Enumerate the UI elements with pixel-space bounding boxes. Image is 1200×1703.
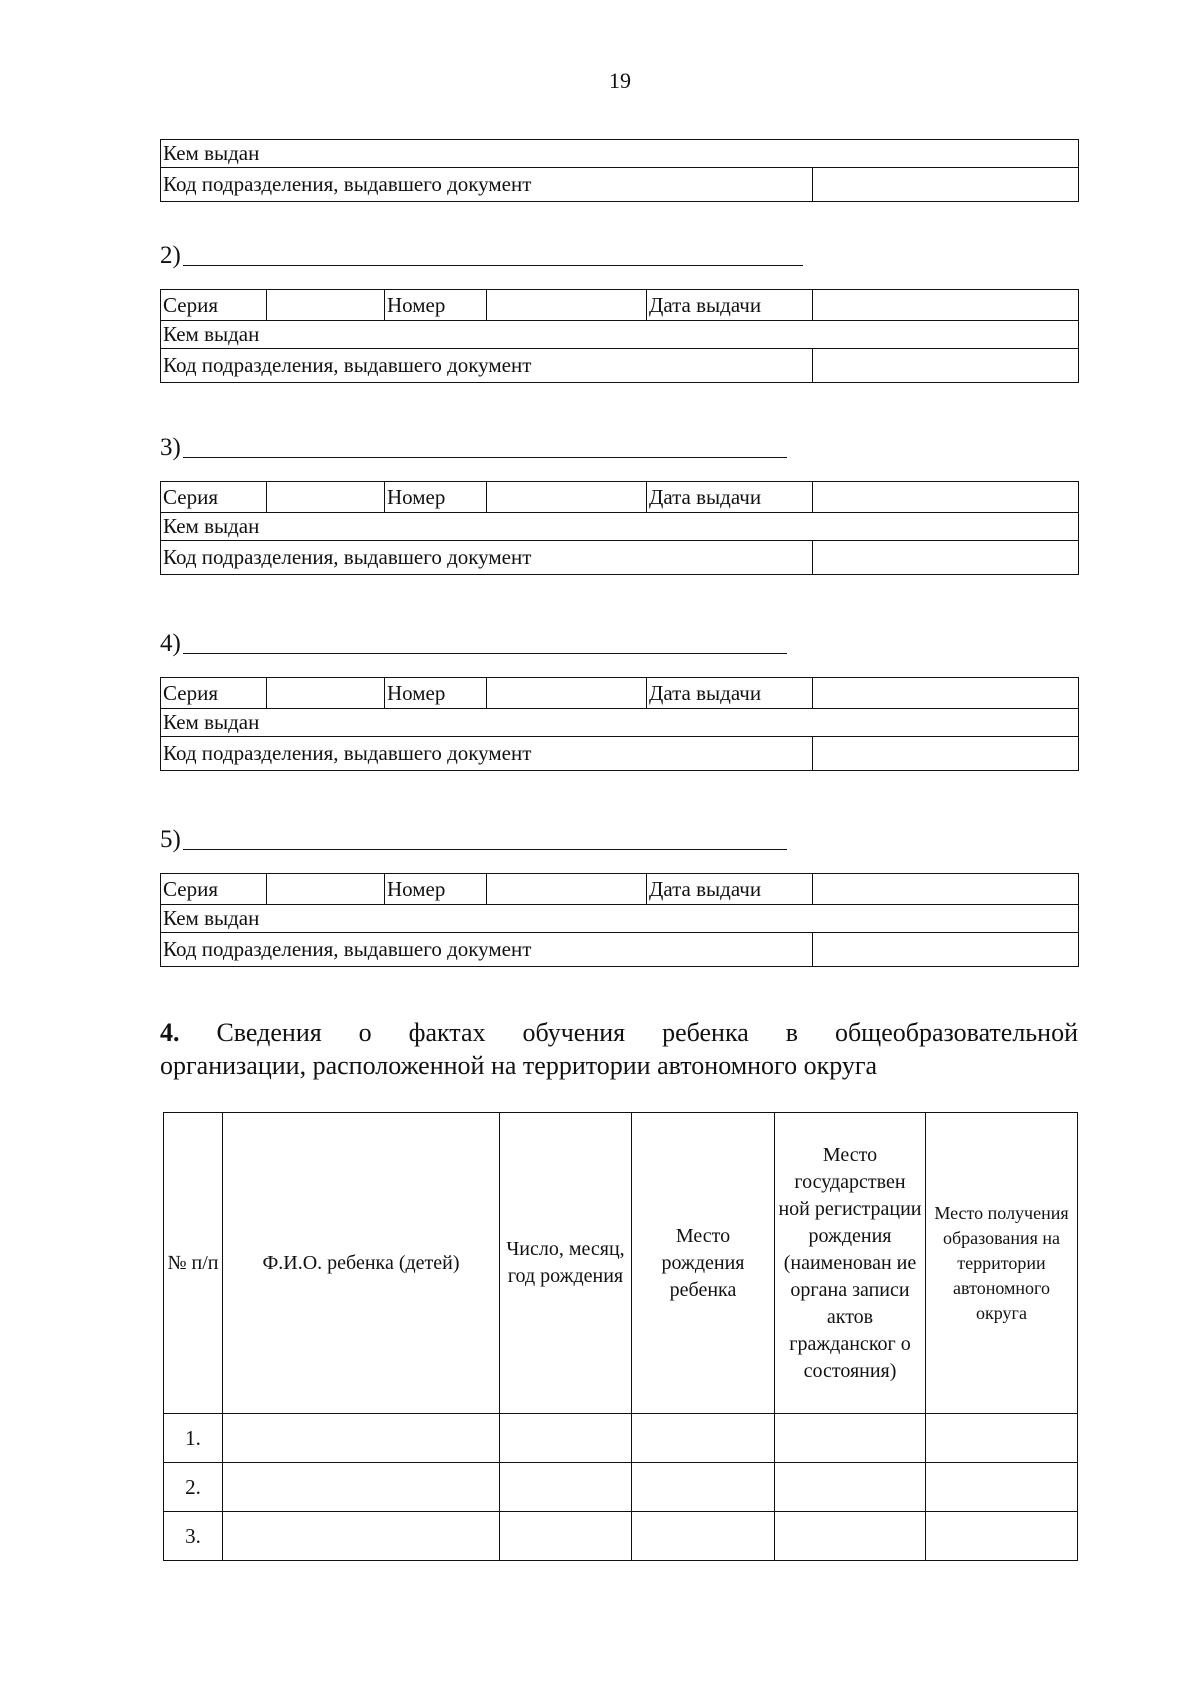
issue-date-label: Дата выдачи <box>647 874 813 905</box>
birthplace-cell[interactable] <box>632 1414 775 1463</box>
row-number: 3. <box>164 1512 223 1561</box>
section-heading-line1 <box>160 1016 1078 1049</box>
section-heading <box>160 1016 1078 1082</box>
issued-by-label: Кем выдан <box>161 905 1079 933</box>
series-label: Серия <box>161 482 267 513</box>
issue-date-label: Дата выдачи <box>647 482 813 513</box>
dept-code-label: Код подразделения, выдавшего документ <box>161 737 813 771</box>
issue-date-label: Дата выдачи <box>647 678 813 709</box>
page-number: 19 <box>609 68 631 93</box>
education-place-cell[interactable] <box>926 1512 1078 1561</box>
column-header-number: № п/п <box>164 1113 223 1414</box>
number-field[interactable] <box>487 874 647 905</box>
series-field[interactable] <box>267 678 385 709</box>
dept-code-label: Код подразделения, выдавшего документ <box>161 168 813 202</box>
children-table <box>163 1112 1078 1561</box>
child-name-cell[interactable] <box>223 1414 500 1463</box>
document-name-line[interactable] <box>183 849 787 850</box>
issue-date-field[interactable] <box>813 678 1079 709</box>
issue-date-label: Дата выдачи <box>647 290 813 321</box>
registration-place-cell[interactable] <box>775 1463 926 1512</box>
document-entry-header <box>160 624 1078 658</box>
document-entry-number: 2) <box>160 242 181 269</box>
document-name-line[interactable] <box>183 457 787 458</box>
number-field[interactable] <box>487 678 647 709</box>
document-table <box>160 481 1079 575</box>
column-header-birthdate: Число, месяц, год рождения <box>500 1113 632 1414</box>
section-heading-line2: организации, расположенной на территории автономного округа <box>160 1051 878 1080</box>
column-header-education-place: Место получения образования на территории автономного округа <box>926 1113 1078 1414</box>
issue-date-field[interactable] <box>813 482 1079 513</box>
number-label: Номер <box>385 678 487 709</box>
column-header-name: Ф.И.О. ребенка (детей) <box>223 1113 500 1414</box>
document-entry-header <box>160 428 1078 462</box>
education-place-cell[interactable] <box>926 1463 1078 1512</box>
column-header-registration-place: Место государствен ной регистрации рождения (наименован ие органа записи актов гражданског о состояния) <box>775 1113 926 1414</box>
document-block-4 <box>160 624 1078 771</box>
document-entry-number: 4) <box>160 630 181 657</box>
series-label: Серия <box>161 874 267 905</box>
series-field[interactable] <box>267 482 385 513</box>
document-name-line[interactable] <box>183 653 787 654</box>
table-header-row <box>164 1113 1078 1414</box>
issued-by-label: Кем выдан <box>161 513 1079 541</box>
table-row <box>164 1414 1078 1463</box>
series-field[interactable] <box>267 874 385 905</box>
document-name-line[interactable] <box>183 265 803 266</box>
document-table <box>160 873 1079 967</box>
birthdate-cell[interactable] <box>500 1512 632 1561</box>
number-field[interactable] <box>487 290 647 321</box>
birthdate-cell[interactable] <box>500 1414 632 1463</box>
row-number: 1. <box>164 1414 223 1463</box>
issue-date-field[interactable] <box>813 290 1079 321</box>
dept-code-label: Код подразделения, выдавшего документ <box>161 933 813 967</box>
dept-code-field[interactable] <box>813 349 1079 383</box>
section-number: 4. <box>160 1018 180 1047</box>
issued-by-label: Кем выдан <box>161 321 1079 349</box>
document-table <box>160 289 1079 383</box>
dept-code-field[interactable] <box>813 168 1079 202</box>
number-label: Номер <box>385 482 487 513</box>
series-label: Серия <box>161 678 267 709</box>
document-entry-number: 5) <box>160 826 181 853</box>
column-header-birthplace: Место рождения ребенка <box>632 1113 775 1414</box>
number-field[interactable] <box>487 482 647 513</box>
row-number: 2. <box>164 1463 223 1512</box>
document-entry-number: 3) <box>160 434 181 461</box>
section-heading-text: Сведения о фактах обучения ребенка в общеобразовательной <box>216 1018 1078 1047</box>
document-block-5 <box>160 820 1078 967</box>
registration-place-cell[interactable] <box>775 1512 926 1561</box>
dept-code-label: Код подразделения, выдавшего документ <box>161 349 813 383</box>
document-block-2 <box>160 236 1078 383</box>
issued-by-label: Кем выдан <box>161 140 1079 168</box>
table-row <box>164 1512 1078 1561</box>
issued-by-label: Кем выдан <box>161 709 1079 737</box>
registration-place-cell[interactable] <box>775 1414 926 1463</box>
birthdate-cell[interactable] <box>500 1463 632 1512</box>
document-entry-header <box>160 820 1078 854</box>
number-label: Номер <box>385 290 487 321</box>
birthplace-cell[interactable] <box>632 1512 775 1561</box>
child-name-cell[interactable] <box>223 1463 500 1512</box>
dept-code-field[interactable] <box>813 933 1079 967</box>
dept-code-field[interactable] <box>813 541 1079 575</box>
issue-date-field[interactable] <box>813 874 1079 905</box>
document-entry-header <box>160 236 1078 270</box>
series-field[interactable] <box>267 290 385 321</box>
document-table <box>160 139 1079 202</box>
table-row <box>164 1463 1078 1512</box>
series-label: Серия <box>161 290 267 321</box>
number-label: Номер <box>385 874 487 905</box>
dept-code-label: Код подразделения, выдавшего документ <box>161 541 813 575</box>
birthplace-cell[interactable] <box>632 1463 775 1512</box>
child-name-cell[interactable] <box>223 1512 500 1561</box>
document-continuation <box>160 139 1078 202</box>
document-table <box>160 677 1079 771</box>
document-block-3 <box>160 428 1078 575</box>
education-place-cell[interactable] <box>926 1414 1078 1463</box>
dept-code-field[interactable] <box>813 737 1079 771</box>
